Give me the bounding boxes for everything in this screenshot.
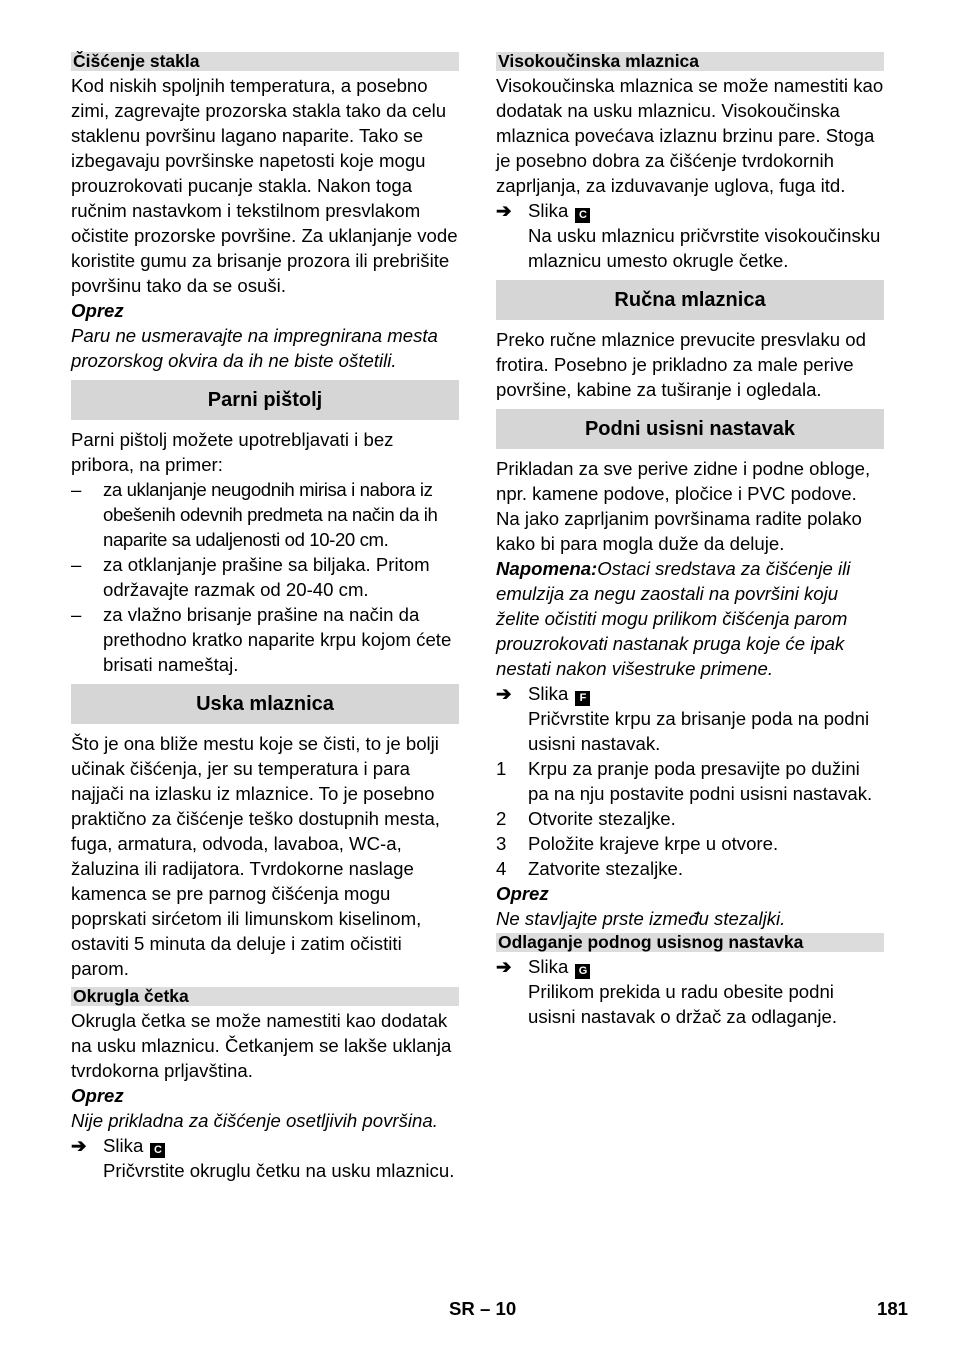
step-number: 3 bbox=[496, 833, 507, 854]
dash-mark: – bbox=[71, 554, 82, 575]
step-number: 4 bbox=[496, 858, 507, 879]
heading-storing-floor-nozzle: Odlaganje podnog usisnog nastavka bbox=[496, 933, 884, 952]
round-brush-step: Pričvrstite okruglu četku na usku mlaznicu. bbox=[103, 1160, 455, 1181]
figure-letter-badge: C bbox=[575, 208, 590, 223]
page-number: 181 bbox=[877, 1298, 909, 1319]
step-number: 2 bbox=[496, 808, 507, 829]
figure-reference bbox=[496, 681, 884, 706]
heading-high-performance-nozzle: Visokoučinska mlaznica bbox=[496, 52, 884, 71]
caution-label: Oprez bbox=[71, 300, 124, 321]
caution-label: Oprez bbox=[71, 1085, 124, 1106]
list-item-text: za otklanjanje prašine sa biljaka. Pritom održavajte razmak od 20-40 cm. bbox=[103, 554, 430, 600]
section-hand-nozzle: Ručna mlaznica bbox=[496, 280, 884, 320]
figure-label: Slika bbox=[528, 956, 569, 977]
caution-text: Nije prikladna za čišćenje osetljivih površina. bbox=[71, 1110, 438, 1131]
high-performance-text: Visokoučinska mlaznica se može namestiti kao dodatak na usku mlaznicu. Visokoučinska mlaznica povećava izlaznu brzinu pare. Stoga je posebno dobra za čišćenje tvrdokornih zaprljanja, za izduvavanje uglova, fuga itd. bbox=[496, 75, 884, 196]
narrow-nozzle-text: Što je ona bliže mestu koje se čisti, to je bolji učinak čišćenja, jer su temperatura i para najjači na izlasku iz mlaznice. To je posebno praktično za čišćenje teško dostupnih mesta, fuga, armatura, odvoda, lavaboa, WC-a, žaluzina ili radijatora. Tvrdokorne naslage kamenca se pre parnog čišćenja mogu poprskati sirćetom ili limunskom kiselinom, ostaviti 5 minuta da deluje i zatim očistiti parom. bbox=[71, 733, 440, 979]
section-steam-gun: Parni pištolj bbox=[71, 380, 459, 420]
list-item bbox=[71, 477, 459, 552]
list-item-text: za vlažno brisanje prašine na način da prethodno kratko naparite krpu kojom ćete brisati nameštaj. bbox=[103, 604, 452, 675]
list-item bbox=[496, 856, 884, 881]
caution-label: Oprez bbox=[496, 883, 549, 904]
figure-reference bbox=[496, 198, 884, 223]
figure-reference bbox=[496, 954, 884, 979]
list-item bbox=[71, 552, 459, 602]
note-text: Ostaci sredstava za čišćenje ili emulzija za negu zaostali na površini koju želite očistiti mogu prilikom čišćenja parom prouzrokovati nastanak pruga koje će ipak nestati nakon višestruke primene. bbox=[496, 558, 851, 679]
list-item bbox=[496, 756, 884, 806]
high-performance-step: Na usku mlaznicu pričvrstite visokoučinsku mlaznicu umesto okrugle četke. bbox=[528, 225, 881, 271]
step-text: Zatvorite stezaljke. bbox=[528, 858, 684, 879]
figure-label: Slika bbox=[103, 1135, 144, 1156]
dash-mark: – bbox=[71, 604, 82, 625]
step-number: 1 bbox=[496, 758, 507, 779]
left-column bbox=[71, 50, 459, 1183]
dash-mark: – bbox=[71, 479, 82, 500]
step-text: Položite krajeve krpe u otvore. bbox=[528, 833, 779, 854]
storing-text: Prilikom prekida u radu obesite podni usisni nastavak o držač za odlaganje. bbox=[528, 981, 838, 1027]
figure-reference bbox=[71, 1133, 459, 1158]
heading-round-brush: Okrugla četka bbox=[71, 987, 459, 1006]
hand-nozzle-text: Preko ručne mlaznice prevucite presvlaku od frotira. Posebno je prikladno za male perive površine, kabine za tuširanje i ogledala. bbox=[496, 329, 866, 400]
step-text: Otvorite stezaljke. bbox=[528, 808, 676, 829]
footer-section-label: SR – 10 bbox=[449, 1298, 517, 1319]
floor-figure-text: Pričvrstite krpu za brisanje poda na podni usisni nastavak. bbox=[528, 708, 870, 754]
steam-gun-text: Parni pištolj možete upotrebljavati i bez pribora, na primer: bbox=[71, 429, 394, 475]
arrow-right-icon: ➔ bbox=[496, 200, 512, 221]
step-text: Krpu za pranje poda presavijte po dužini pa na nju postavite podni usisni nastavak. bbox=[528, 758, 873, 804]
caution-text: Ne stavljajte prste između stezaljki. bbox=[496, 908, 786, 929]
glass-text: Kod niskih spoljnih temperatura, a posebno zimi, zagrevajte prozorska stakla tako da celu staklenu površinu lagano naparite. Tako se izbegavaju površinske napetosti koje mogu prouzrokovati pucanje stakla. Nakon toga ručnim nastavkom i tekstilnom presvlakom očistite prozorske površine. Za uklanjanje vode koristite gumu za brisanje prozora ili prebrišite površinu tako da se osuši. bbox=[71, 75, 458, 296]
floor-nozzle-text: Prikladan za sve perive zidne i podne obloge, npr. kamene podove, pločice i PVC podove. Na jako zaprljanim površinama radite polako kako bi para mogla duže da deluje. bbox=[496, 458, 871, 554]
list-item-text: za uklanjanje neugodnih mirisa i nabora iz obešenih odevnih predmeta na način da ih naparite sa udaljenosti od 10-20 cm. bbox=[103, 479, 438, 550]
figure-letter-badge: G bbox=[575, 964, 590, 979]
section-narrow-nozzle: Uska mlaznica bbox=[71, 684, 459, 724]
section-floor-nozzle: Podni usisni nastavak bbox=[496, 409, 884, 449]
note bbox=[496, 556, 884, 681]
caution-text: Paru ne usmeravajte na impregnirana mesta prozorskog okvira da ih ne biste oštetili. bbox=[71, 325, 438, 371]
list-item bbox=[496, 806, 884, 831]
figure-letter-badge: F bbox=[575, 691, 590, 706]
list-item bbox=[496, 831, 884, 856]
arrow-right-icon: ➔ bbox=[496, 956, 512, 977]
figure-label: Slika bbox=[528, 683, 569, 704]
figure-label: Slika bbox=[528, 200, 569, 221]
arrow-right-icon: ➔ bbox=[496, 683, 512, 704]
right-column bbox=[496, 50, 884, 1029]
arrow-right-icon: ➔ bbox=[71, 1135, 87, 1156]
figure-letter-badge: C bbox=[150, 1143, 165, 1158]
note-label: Napomena: bbox=[496, 558, 598, 579]
list-item bbox=[71, 602, 459, 677]
round-brush-text: Okrugla četka se može namestiti kao dodatak na usku mlaznicu. Četkanjem se lakše uklanja tvrdokorna prljavština. bbox=[71, 1010, 452, 1081]
heading-glass-cleaning: Čišćenje stakla bbox=[71, 52, 459, 71]
